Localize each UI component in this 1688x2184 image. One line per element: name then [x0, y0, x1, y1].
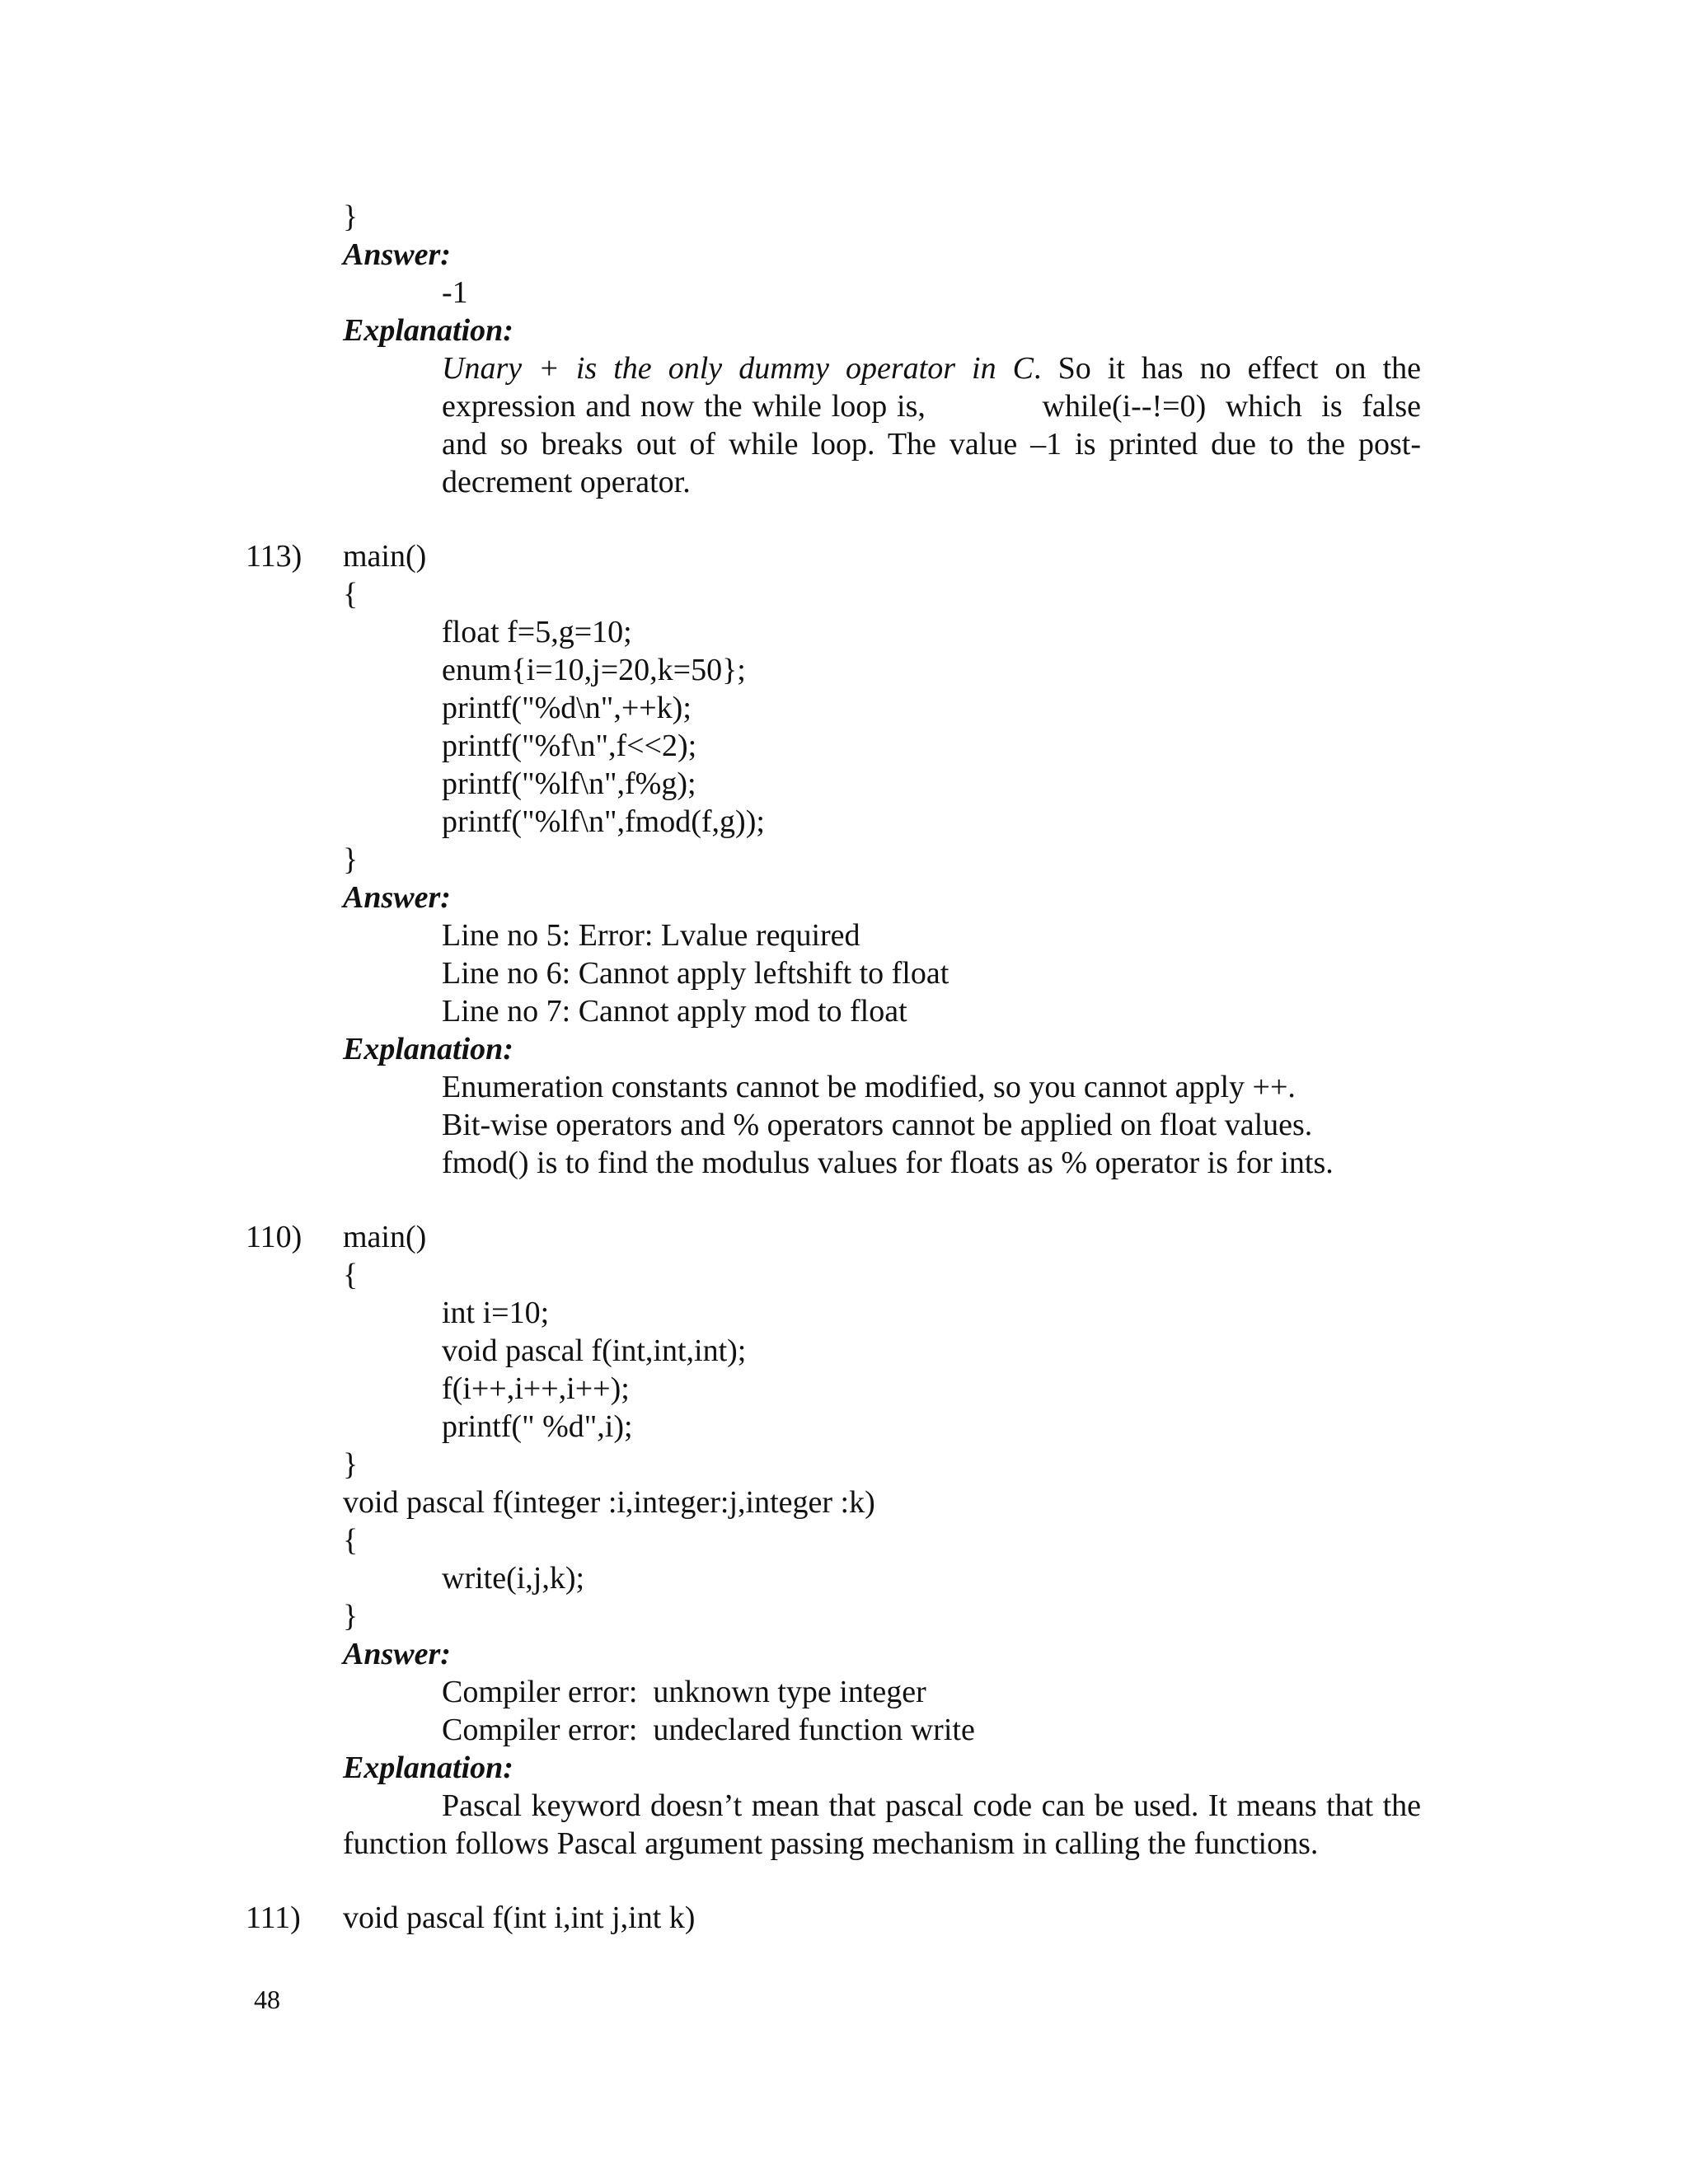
question-number-113: 113)	[246, 539, 302, 574]
explanation-line-1: Pascal keyword doesn’t mean that pascal code can be used. It means that the	[442, 1788, 1421, 1823]
answer-line: Line no 7: Cannot apply mod to float	[442, 994, 907, 1029]
question-number-111: 111)	[246, 1900, 301, 1935]
code-main-header: main()	[343, 539, 427, 574]
answer-line: Line no 6: Cannot apply leftshift to float	[442, 956, 950, 991]
explanation-paragraph	[343, 1787, 1421, 1863]
closing-brace: }	[343, 1599, 359, 1633]
answer-line: Compiler error: undeclared function write	[442, 1713, 975, 1747]
answer-heading: Answer:	[343, 1637, 451, 1671]
explanation-line-1-rest: . So it has no effect on the	[1034, 351, 1421, 386]
explanation-line: Enumeration constants cannot be modified, so you cannot apply ++.	[442, 1070, 1296, 1104]
code-line: f(i++,i++,i++);	[442, 1371, 630, 1406]
code-line: write(i,j,k);	[442, 1561, 585, 1596]
explanation-line-3: and so breaks out of while loop. The value –1 is printed due to the post-	[442, 427, 1421, 462]
open-brace: {	[343, 577, 359, 612]
open-brace: {	[343, 1258, 359, 1292]
explanation-heading: Explanation:	[343, 313, 513, 348]
answer-line: Line no 5: Error: Lvalue required	[442, 918, 860, 953]
explanation-line: Bit-wise operators and % operators cannot be applied on float values.	[442, 1108, 1313, 1142]
code-line: printf("%lf\n",f%g);	[442, 766, 696, 801]
code-line: float f=5,g=10;	[442, 615, 632, 649]
explanation-line-4: decrement operator.	[442, 465, 691, 499]
open-brace: {	[343, 1523, 359, 1558]
explanation-line-2: expression and now the while loop is, while(i--!=0) which is false	[442, 389, 1421, 424]
code-line: printf(" %d",i);	[442, 1409, 633, 1444]
answer-value: -1	[442, 275, 468, 310]
explanation-heading: Explanation:	[343, 1750, 513, 1785]
closing-brace: }	[343, 842, 359, 877]
question-number-110: 110)	[246, 1220, 302, 1254]
function-header: void pascal f(integer :i,integer:j,integer :k)	[343, 1485, 875, 1520]
answer-line: Compiler error: unknown type integer	[442, 1675, 926, 1709]
explanation-line-2: function follows Pascal argument passing mechanism in calling the functions.	[343, 1826, 1319, 1861]
code-line: int i=10;	[442, 1296, 550, 1330]
code-line: void pascal f(int,int,int);	[442, 1333, 747, 1368]
explanation-heading: Explanation:	[343, 1032, 513, 1066]
code-line: printf("%d\n",++k);	[442, 691, 692, 725]
answer-heading: Answer:	[343, 880, 451, 915]
explanation-italic-phrase: Unary + is the only dummy operator in C	[442, 351, 1034, 386]
answer-heading: Answer:	[343, 237, 451, 272]
code-main-header: main()	[343, 1220, 427, 1254]
code-line: enum{i=10,j=20,k=50};	[442, 653, 746, 687]
closing-brace: }	[343, 1447, 359, 1482]
explanation-line: fmod() is to find the modulus values for floats as % operator is for ints.	[442, 1146, 1334, 1180]
function-header: void pascal f(int i,int j,int k)	[343, 1900, 696, 1935]
code-line: printf("%f\n",f<<2);	[442, 729, 697, 763]
explanation-line-1	[442, 349, 1421, 387]
closing-brace: }	[343, 199, 359, 234]
explanation-paragraph	[442, 349, 1421, 501]
page-number: 48	[254, 1985, 280, 2014]
code-line: printf("%lf\n",fmod(f,g));	[442, 804, 765, 839]
